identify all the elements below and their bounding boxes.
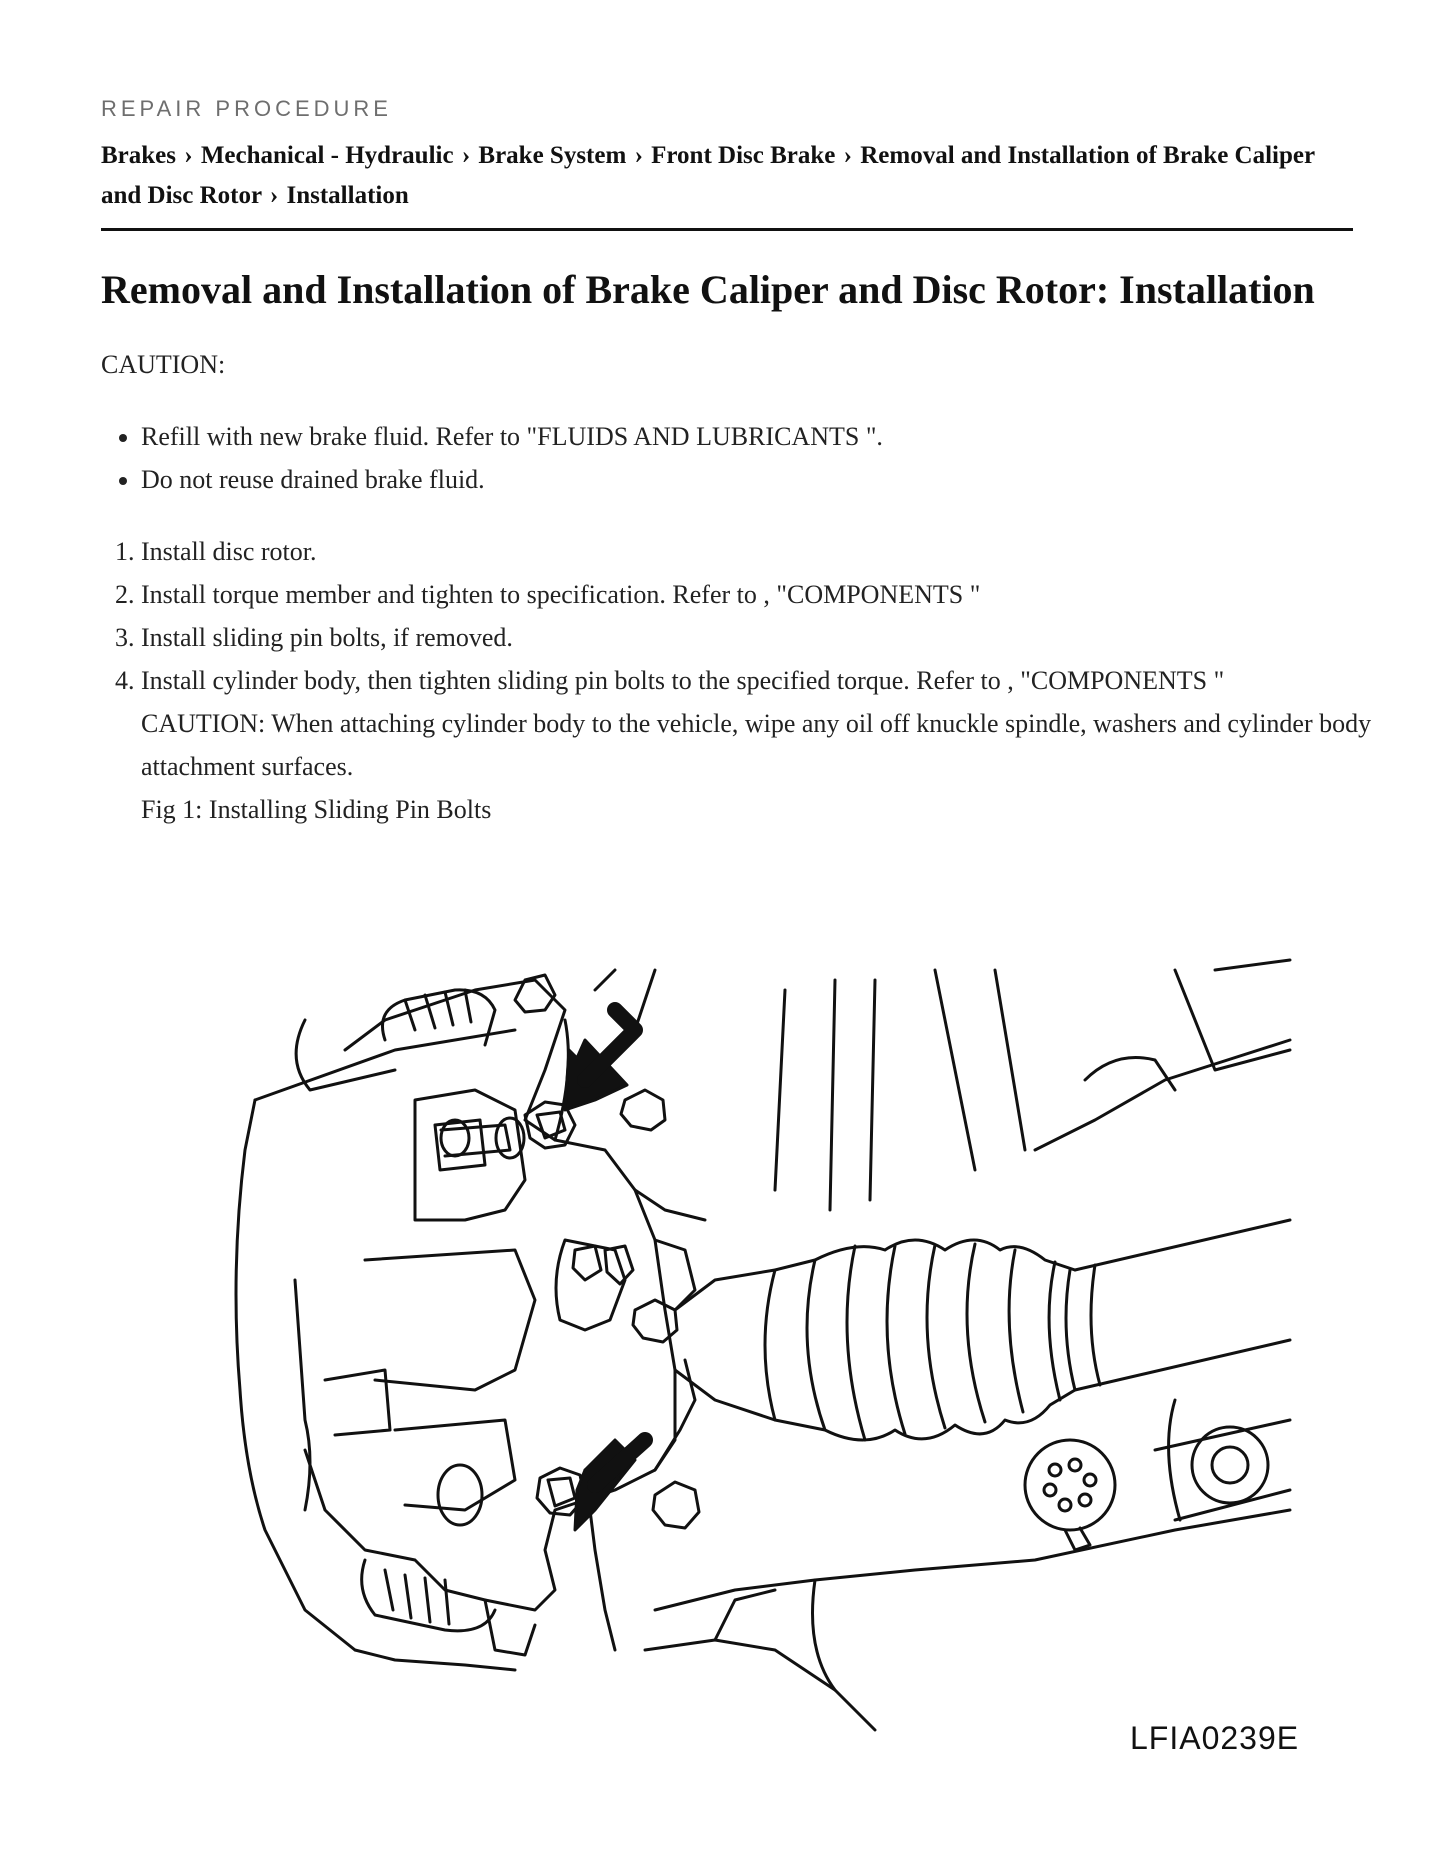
breadcrumb-item-installation[interactable]: Installation bbox=[286, 182, 409, 209]
breadcrumb-separator: › bbox=[634, 142, 643, 169]
figure-code: LFIA0239E bbox=[1130, 1720, 1300, 1756]
sliding-pin-bolt-icon bbox=[441, 1120, 469, 1156]
caution-item: • Refill with new brake fluid. Refer to "FLUIDS AND LUBRICANTS ". bbox=[141, 415, 1361, 458]
breadcrumb-item-removal-installation[interactable]: Removal and Installation of Brake Caliper and Disc Rotor bbox=[101, 142, 1315, 209]
breadcrumb-item-brakes[interactable]: Brakes bbox=[101, 142, 176, 169]
caution-label: CAUTION: bbox=[101, 350, 226, 379]
hub-flange-icon bbox=[1025, 1440, 1115, 1530]
breadcrumb-separator: › bbox=[184, 142, 193, 169]
figure-caption: Fig 1: Installing Sliding Pin Bolts bbox=[141, 795, 492, 824]
header-divider bbox=[101, 228, 1353, 231]
step-text: 4. Install cylinder body, then tighten sliding pin bolts to the specified torque. Refer to , "COMPONENTS " bbox=[141, 666, 1225, 695]
step-caution: CAUTION: When attaching cylinder body to the vehicle, wipe any oil off knuckle spindle, washers and cylinder body attachment surfaces. bbox=[141, 709, 1372, 781]
brake-caliper-illustration bbox=[215, 950, 1300, 1770]
section-kicker: REPAIR PROCEDURE bbox=[101, 96, 392, 121]
breadcrumb-separator: › bbox=[843, 142, 852, 169]
installation-steps bbox=[101, 530, 1381, 831]
breadcrumb-item-brake-system[interactable]: Brake System bbox=[478, 142, 627, 169]
breadcrumb bbox=[101, 136, 1361, 216]
step-text: Install sliding pin bolts, if removed. bbox=[141, 623, 513, 652]
step-text: Install disc rotor. bbox=[141, 537, 317, 566]
breadcrumb-separator: › bbox=[269, 182, 279, 209]
step-item bbox=[141, 530, 1381, 573]
step-text: Install torque member and tighten to specification. Refer to , "COMPONENTS " bbox=[141, 580, 981, 609]
caution-list bbox=[101, 415, 1361, 501]
breadcrumb-separator: › bbox=[461, 142, 471, 169]
step-item bbox=[141, 573, 1381, 616]
caution-item: • Do not reuse drained brake fluid. bbox=[141, 458, 1361, 501]
page-title: Removal and Installation of Brake Caliper and Disc Rotor: Installation bbox=[101, 267, 1315, 312]
disc-rotor-outline bbox=[236, 1100, 355, 1650]
step-item bbox=[141, 659, 1381, 831]
step-item bbox=[141, 616, 1381, 659]
breadcrumb-item-mechanical-hydraulic[interactable]: Mechanical - Hydraulic bbox=[200, 142, 454, 169]
breadcrumb-item-front-disc-brake[interactable]: Front Disc Brake bbox=[651, 142, 836, 169]
